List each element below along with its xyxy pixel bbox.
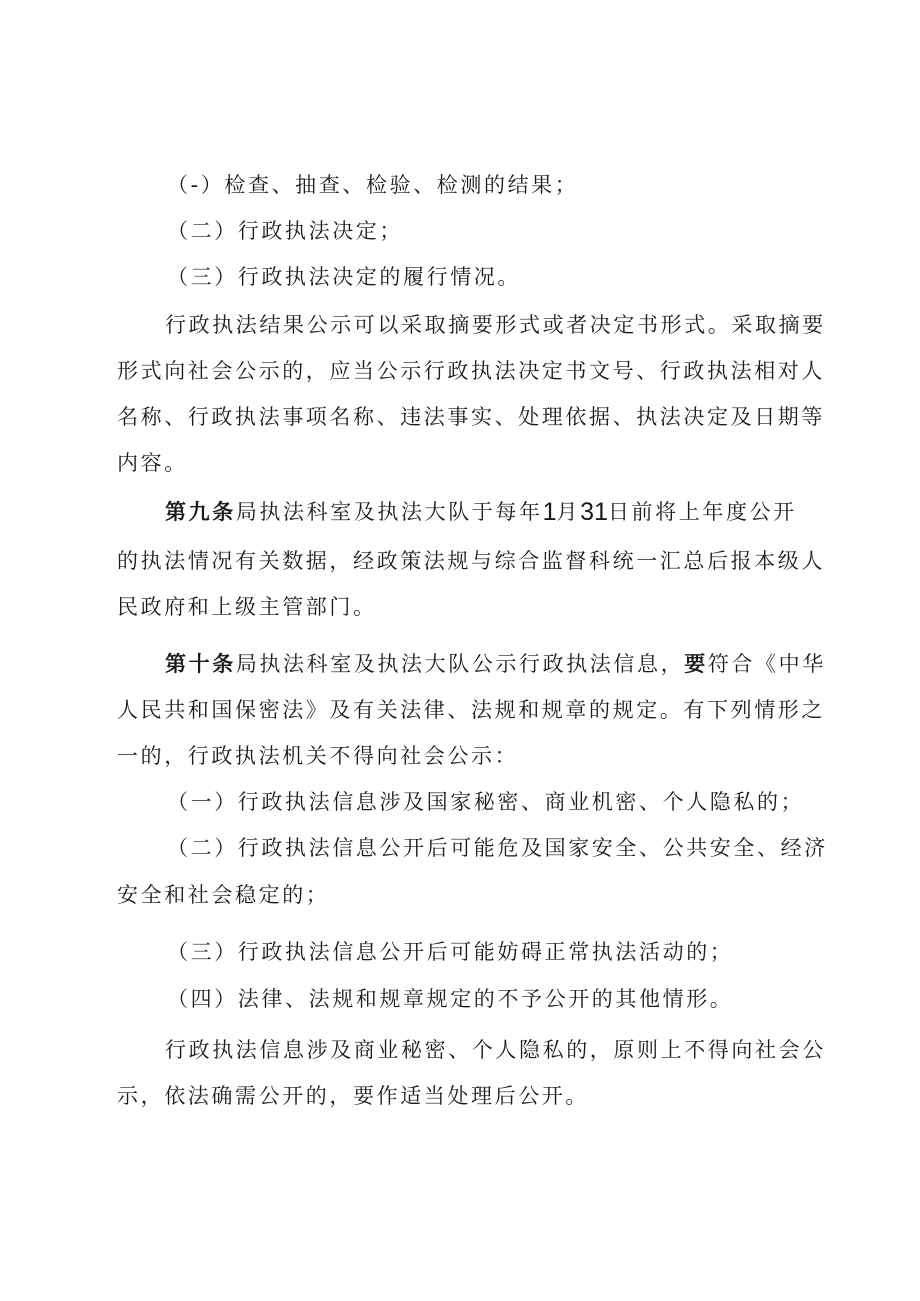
paragraph-line: 人民共和国保密法》及有关法律、法规和规章的规定。有下列情形之: [117, 698, 825, 722]
list-item-continuation: 安全和社会稳定的；: [117, 883, 330, 907]
list-item: （三）行政执法决定的履行情况。: [167, 265, 521, 289]
paragraph-line: 民政府和上级主管部门。: [117, 595, 377, 619]
article-10-text: 符合《中华: [707, 652, 826, 676]
paragraph-line: 行政执法信息涉及商业秘密、个人隐私的，原则上不得向社会公: [165, 1038, 826, 1062]
article-9-text: 月: [556, 500, 581, 524]
article-9-first-line: [165, 496, 865, 527]
article-10-text: 局执法科室及执法大队公示行政执法信息，: [235, 652, 685, 676]
article-9-text: 局执法科室及执法大队于每年: [235, 500, 543, 524]
article-10-first-line: [165, 649, 865, 679]
paragraph-line: 形式向社会公示的，应当公示行政执法决定书文号、行政执法相对人: [117, 359, 825, 383]
list-item: （二）行政执法信息公开后可能危及国家安全、公共安全、经济: [167, 836, 828, 860]
paragraph-line: 内容。: [117, 451, 188, 475]
paragraph-line: 一的，行政执法机关不得向社会公示：: [117, 744, 519, 768]
paragraph-line: 行政执法结果公示可以采取摘要形式或者决定书形式。采取摘要: [165, 313, 826, 337]
article-9-heading: 第九条: [165, 500, 236, 524]
paragraph-line: 名称、行政执法事项名称、违法事实、处理依据、执法决定及日期等: [117, 405, 825, 429]
paragraph-line: 示，依法确需公开的，要作适当处理后公开。: [117, 1084, 589, 1108]
list-item: （-）检查、抽查、检验、检测的结果；: [167, 173, 579, 197]
article-9-day: 31: [580, 498, 608, 526]
article-10-heading: 第十条: [165, 652, 236, 676]
article-9-text: 日前将上年度公开: [607, 500, 797, 524]
list-item: （一）行政执法信息涉及国家秘密、商业机密、个人隐私的；: [167, 790, 805, 814]
list-item: （四）法律、法规和规章规定的不予公开的其他情形。: [167, 987, 734, 1011]
article-9-month: 1: [542, 498, 557, 526]
paragraph-line: 的执法情况有关数据，经政策法规与综合监督科统一汇总后报本级人: [117, 549, 825, 573]
list-item: （二）行政执法决定；: [167, 219, 403, 243]
list-item: （三）行政执法信息公开后可能妨碍正常执法活动的；: [167, 940, 734, 964]
article-10-emphasis: 要: [684, 652, 708, 676]
